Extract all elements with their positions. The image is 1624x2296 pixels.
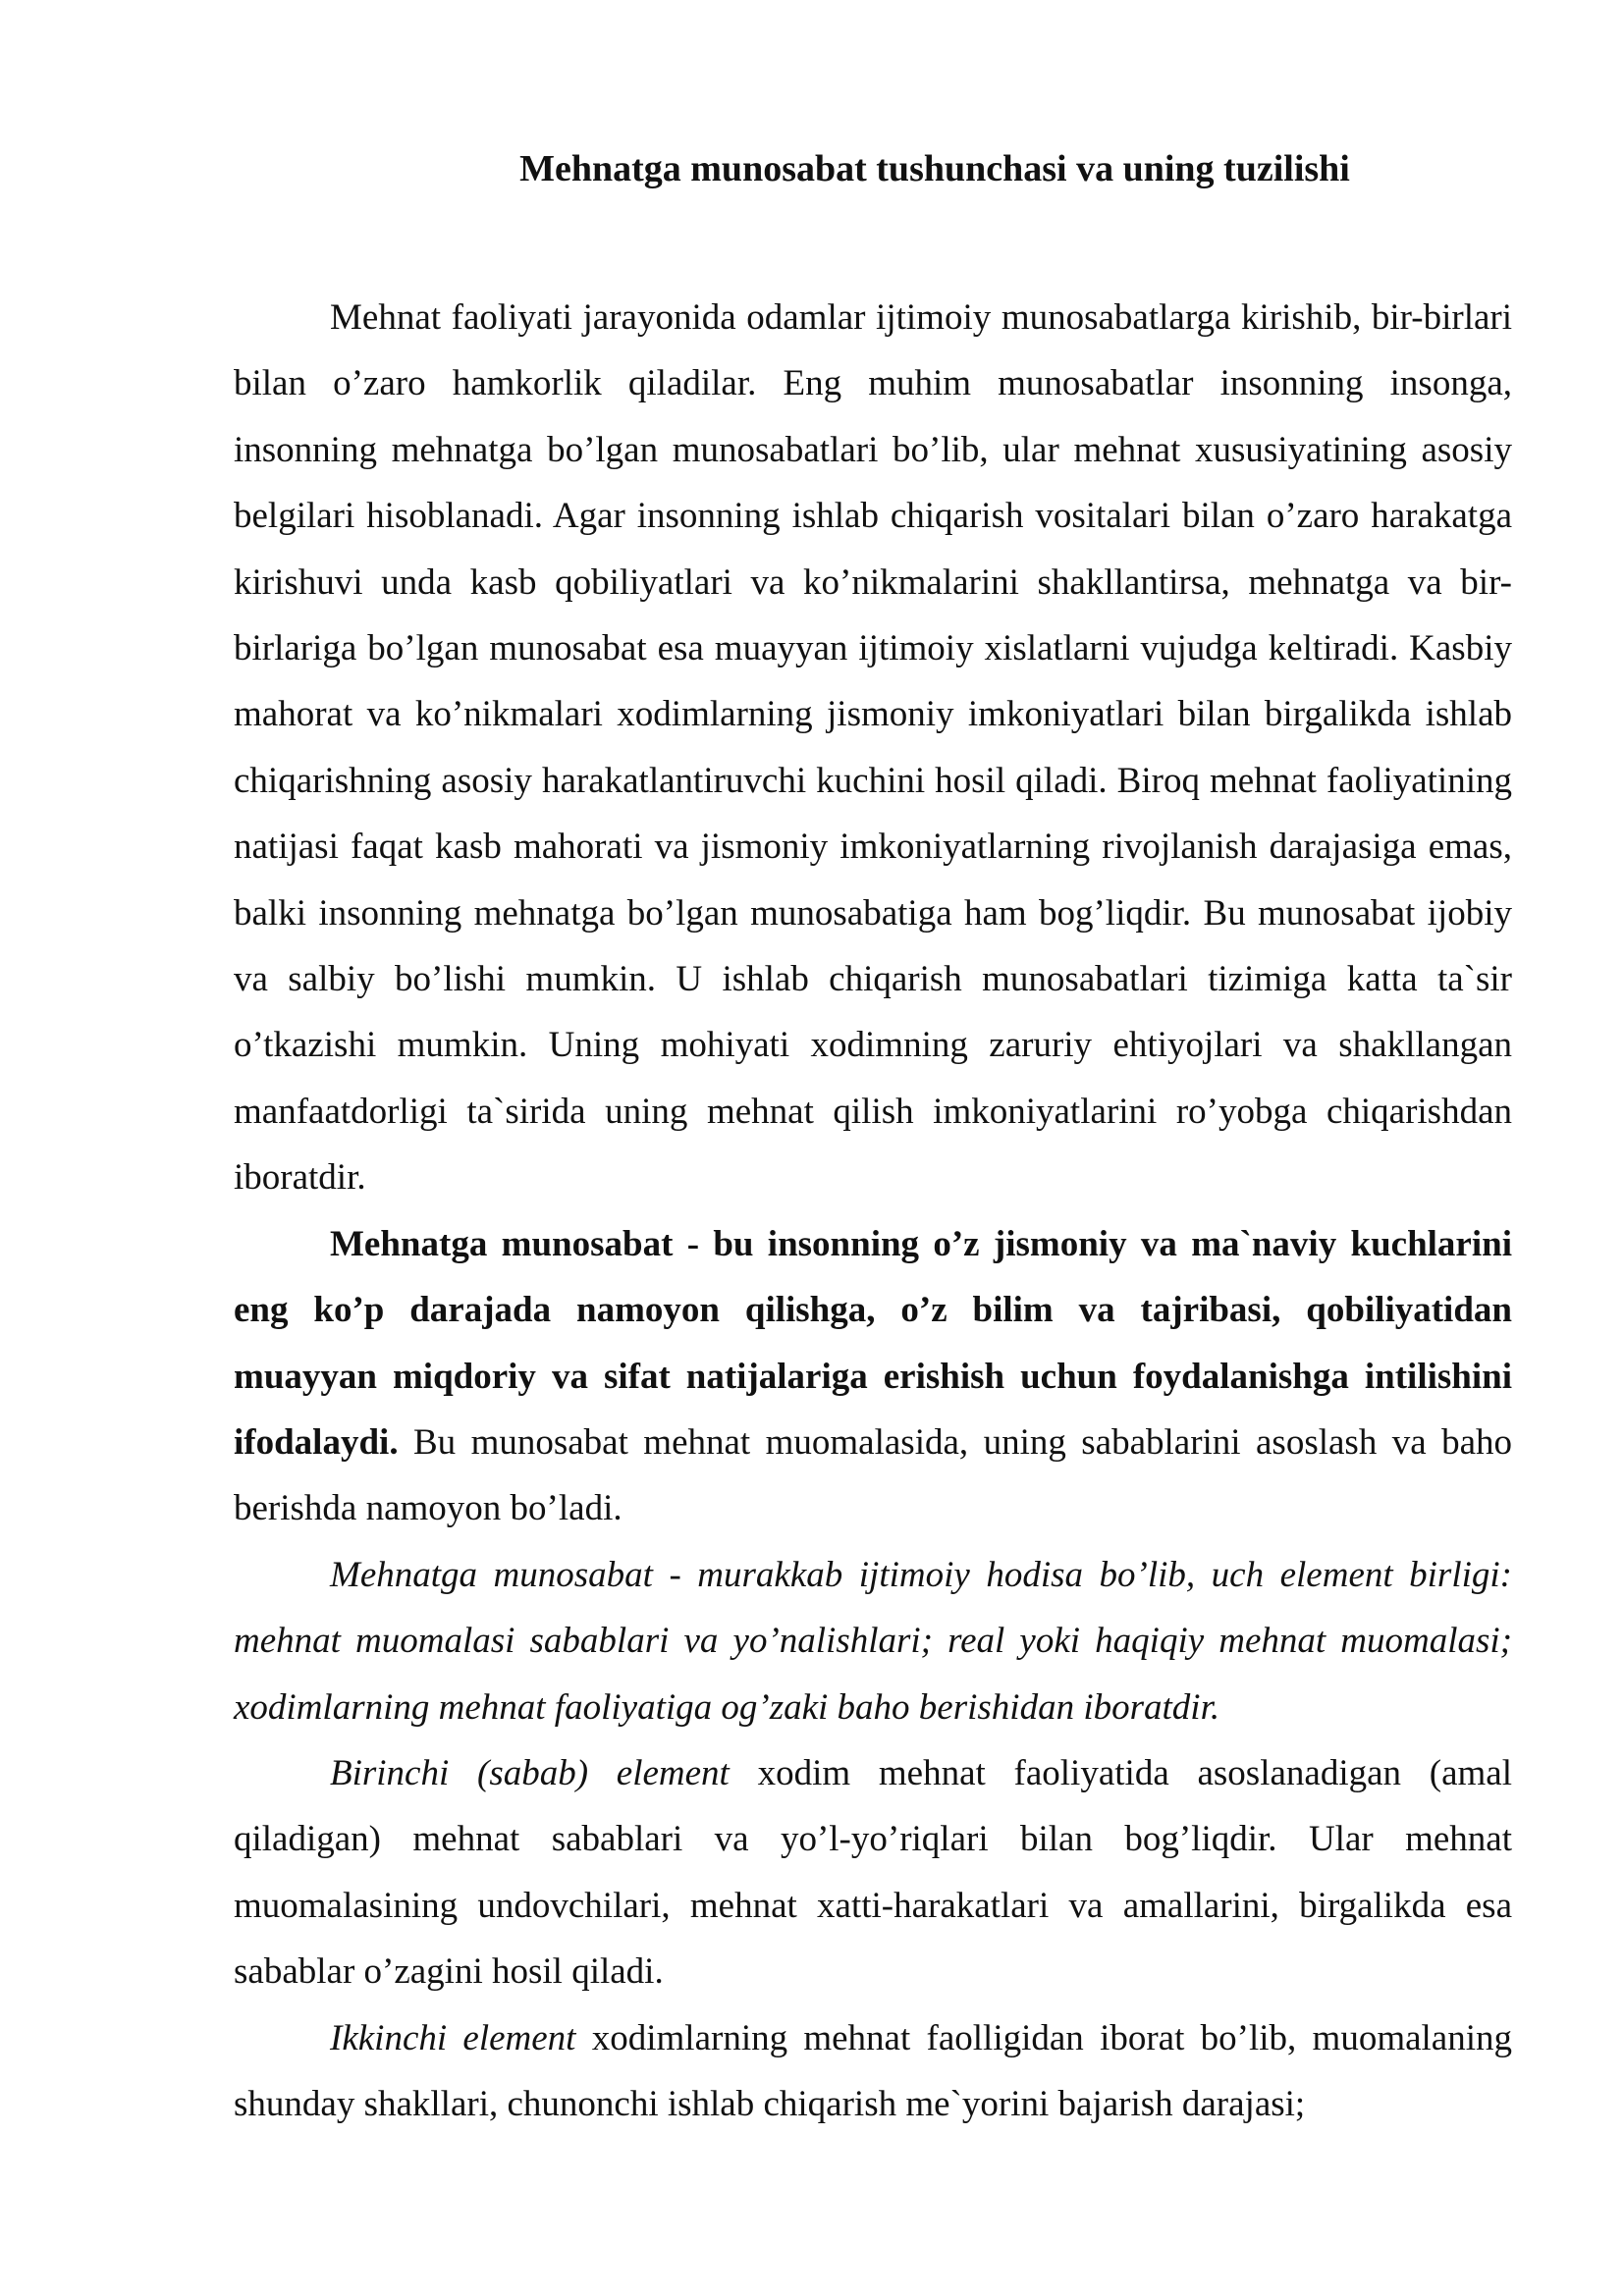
paragraph-5-text: xodimlarning mehnat faolligidan iborat bo’lib, muomalaning shunday shakllari, chunonchi ishlab chiqarish me`yorini bajarish darajasi; (234, 2017, 1512, 2124)
paragraph-3-italic-term: Mehnatga munosabat (330, 1554, 653, 1595)
document-body (234, 285, 1512, 2137)
paragraph-5 (234, 2005, 1512, 2138)
paragraph-1 (234, 285, 1512, 1211)
paragraph-4-text: xodim mehnat faoliyatida asoslanadigan (amal qiladigan) mehnat sabablari va yo’l-yo’riqlari bilan bog’liqdir. Ular mehnat muomalasining undovchilari, mehnat xatti-harakatlari va amallarini, birgalikda esa sabablar o’zagini hosil qiladi. (234, 1752, 1512, 1993)
definition-bold-text: Mehnatga munosabat - bu insonning o’z jismoniy va ma`naviy kuchlarini eng ko’p darajada namoyon qilishga, o’z bilim va tajribasi, qobiliyatidan muayyan miqdoriy va sifat natijalariga erishish uchun foydalanishga intilishini ifodalaydi. (234, 1223, 1512, 1463)
paragraph-1-text: Mehnat faoliyati jarayonida odamlar ijtimoiy munosabatlarga kirishib, bir-birlari bilan o’zaro hamkorlik qiladilar. Eng muhim munosabatlar insonning insonga, insonning mehnatga bo’lgan munosabatlari bo’lib, ular mehnat xususiyatining asosiy belgilari hisoblanadi. Agar insonning ishlab chiqarish vositalari bilan o’zaro harakatga kirishuvi unda kasb qobiliyatlari va ko’nikmalarini shakllantirsa, mehnatga va bir-birlariga bo’lgan munosabat esa muayyan ijtimoiy xislatlarni vujudga keltiradi. Kasbiy mahorat va ko’nikmalari xodimlarning jismoniy imkoniyatlari bilan birgalikda ishlab chiqarishning asosiy harakatlantiruvchi kuchini hosil qiladi. Biroq mehnat faoliyatining natijasi faqat kasb mahorati va jismoniy imkoniyatlarning rivojlanish darajasiga emas, balki insonning mehnatga bo’lgan munosabatiga ham bog’liqdir. Bu munosabat ijobiy va salbiy bo’lishi mumkin. U ishlab chiqarish munosabatlari tizimiga katta ta`sir o’tkazishi mumkin. Uning mohiyati xodimning zaruriy ehtiyojlari va shakllangan manfaatdorligi ta`sirida uning mehnat qilish imkoniyatlarini ro’yobga chiqarishdan iboratdir. (234, 297, 1512, 1199)
paragraph-4-italic-term: Birinchi (sabab) element (330, 1752, 730, 1793)
page-title: Mehnatga munosabat tushunchasi va uning tuzilishi (519, 148, 1350, 189)
paragraph-3-dash: - (652, 1554, 698, 1595)
paragraph-3 (234, 1542, 1512, 1740)
paragraph-3-italic-text: murakkab ijtimoiy hodisa bo’lib, uch element birligi: mehnat muomalasi sabablari va yo’nalishlari; real yoki haqiqiy mehnat muomalasi; xodimlarning mehnat faoliyatiga og’zaki baho berishidan iboratdir. (234, 1554, 1512, 1728)
paragraph-5-italic-term: Ikkinchi element (330, 2017, 576, 2058)
paragraph-4 (234, 1740, 1512, 2005)
paragraph-2 (234, 1211, 1512, 1542)
paragraph-2-text: Bu munosabat mehnat muomalasida, uning sabablarini asoslash va baho berishda namoyon bo’ladi. (234, 1421, 1512, 1529)
